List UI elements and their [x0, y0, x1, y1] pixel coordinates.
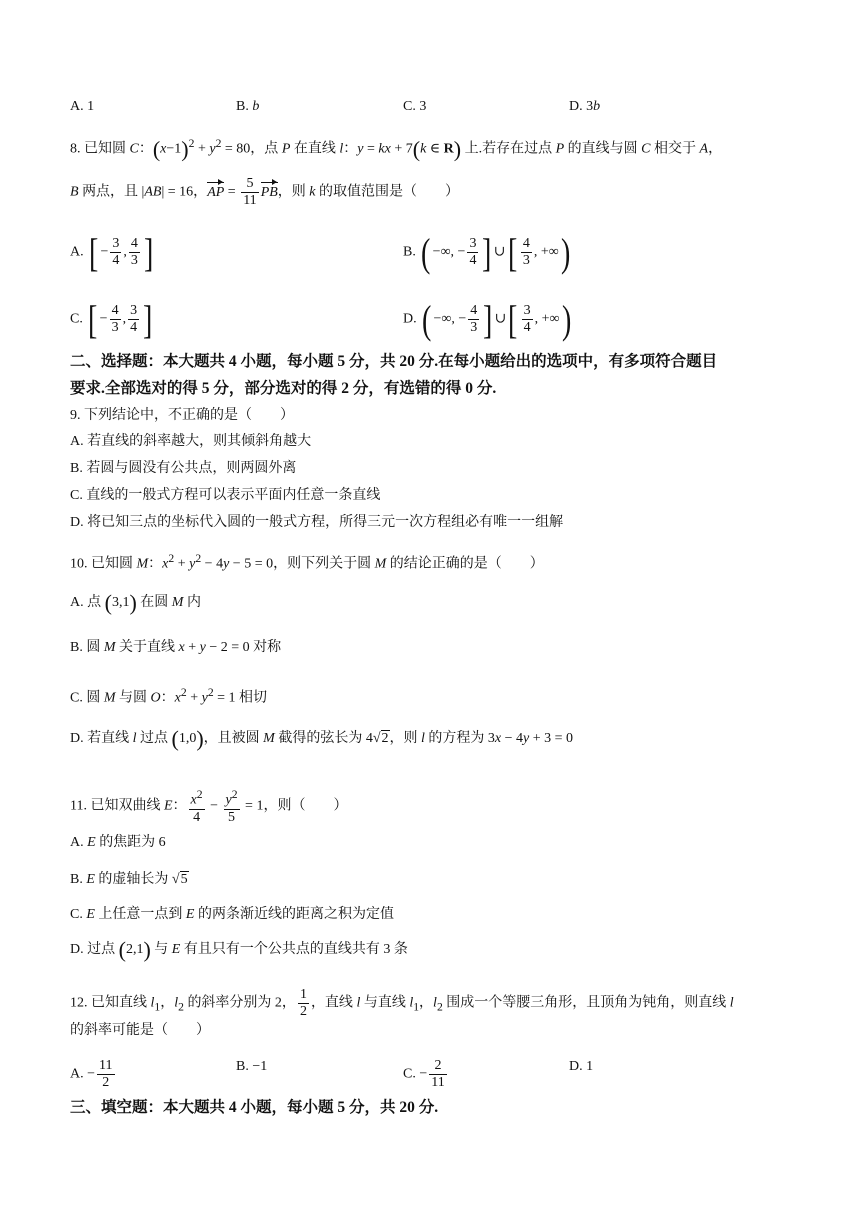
- q7-option-c: C. 3: [403, 99, 427, 114]
- q8-stem-line2: B 两点，且 |AB| = 16，AP = $\frac{5}{11}$ PB，则 k 的取值范围是（ ）: [70, 176, 460, 208]
- q7-option-d: D. 3b: [569, 99, 601, 114]
- q8-option-d: D. ( −∞, − $\frac{4}{3}$ ] ∪[ $\frac{3}{4}$ , +∞): [403, 296, 571, 342]
- q8-option-a: A. [ − $\frac{3}{4}$ , $\frac{4}{3}$ ]: [70, 229, 154, 275]
- q12-stem-line2: 的斜率可能是（ ）: [70, 1023, 210, 1038]
- q10-option-d: D. 若直线 l 过点 (1,0)，且被圆 M 截得的弦长为 4√2，则 l 的方程为 3x − 4y + 3 = 0: [70, 726, 574, 751]
- section2-line2: 要求.全部选对的得 5 分，部分选对的得 2 分，有选错的得 0 分.: [70, 380, 497, 397]
- q8-option-c: C. [ − $\frac{4}{3}$ , $\frac{3}{4}$ ]: [70, 296, 153, 342]
- q11-stem: 11. 已知双曲线 E： $\frac{x^2}{4}$ − $\frac{y^2}{5}$ = 1，则（ ）: [70, 788, 348, 825]
- q10-option-a: A. 点 (3,1) 在圆 M 内: [70, 590, 201, 615]
- q10-option-b: B. 圆 M 关于直线 x + y − 2 = 0 对称: [70, 640, 282, 655]
- q11-option-c: C. E 上任意一点到 E 的两条渐近线的距离之积为定值: [70, 907, 394, 922]
- q12-stem-line1: 12. 已知直线 $l_1$，$l_2$ 的斜率分别为 2， $\frac{1}{2}$ ，直线 l 与直线 $l_1$，$l_2$ 围成一个等腰三角形，且顶角为钝角，则直线 l: [70, 987, 734, 1019]
- q10-option-c: C. 圆 M 与圆 O：$x^2 + y^2 = 1$ 相切: [70, 686, 268, 706]
- section3-header: 三、填空题：本大题共 4 小题，每小题 5 分，共 20 分.: [70, 1099, 439, 1116]
- q8-stem-line1: 8. 已知圆 C：$(x-1)^2 + y^2 = 80$，点 P 在直线 l：y = kx + 7(k ∈ R) 上.若存在过点 P 的直线与圆 C 相交于 A，: [70, 136, 723, 162]
- q11-option-a: A. E 的焦距为 6: [70, 835, 166, 850]
- q11-option-b: B. E 的虚轴长为 √5: [70, 872, 188, 887]
- q9-option-a: A. 若直线的斜率越大，则其倾斜角越大: [70, 434, 312, 449]
- section2-line1: 二、选择题：本大题共 4 小题，每小题 5 分，共 20 分.在每小题给出的选项中，有多项符合题目: [70, 353, 718, 370]
- q7-option-a: A. 1: [70, 99, 95, 114]
- q8-option-b: B. ( −∞, − $\frac{3}{4}$ ] ∪[ $\frac{4}{3}$ , +∞): [403, 229, 571, 275]
- q12-option-b: B. −1: [236, 1059, 268, 1074]
- q12-option-d: D. 1: [569, 1059, 594, 1074]
- q9-stem: 9. 下列结论中，不正确的是（ ）: [70, 408, 294, 423]
- q9-option-c: C. 直线的一般式方程可以表示平面内任意一条直线: [70, 488, 381, 503]
- q10-stem: 10. 已知圆 M：$x^2 + y^2 - 4y - 5 = 0$，则下列关于圆 M 的结论正确的是（ ）: [70, 552, 544, 572]
- q7-option-b: B. b: [236, 99, 260, 114]
- q12-option-a: A. − $\frac{11}{2}$: [70, 1058, 113, 1090]
- q12-option-c: C. − $\frac{2}{11}$: [403, 1058, 445, 1090]
- q9-option-d: D. 将已知三点的坐标代入圆的一般式方程，所得三元一次方程组必有唯一一组解: [70, 515, 564, 530]
- q9-option-b: B. 若圆与圆没有公共点，则两圆外离: [70, 461, 297, 476]
- q11-option-d: D. 过点 (2,1) 与 E 有且只有一个公共点的直线共有 3 条: [70, 937, 408, 962]
